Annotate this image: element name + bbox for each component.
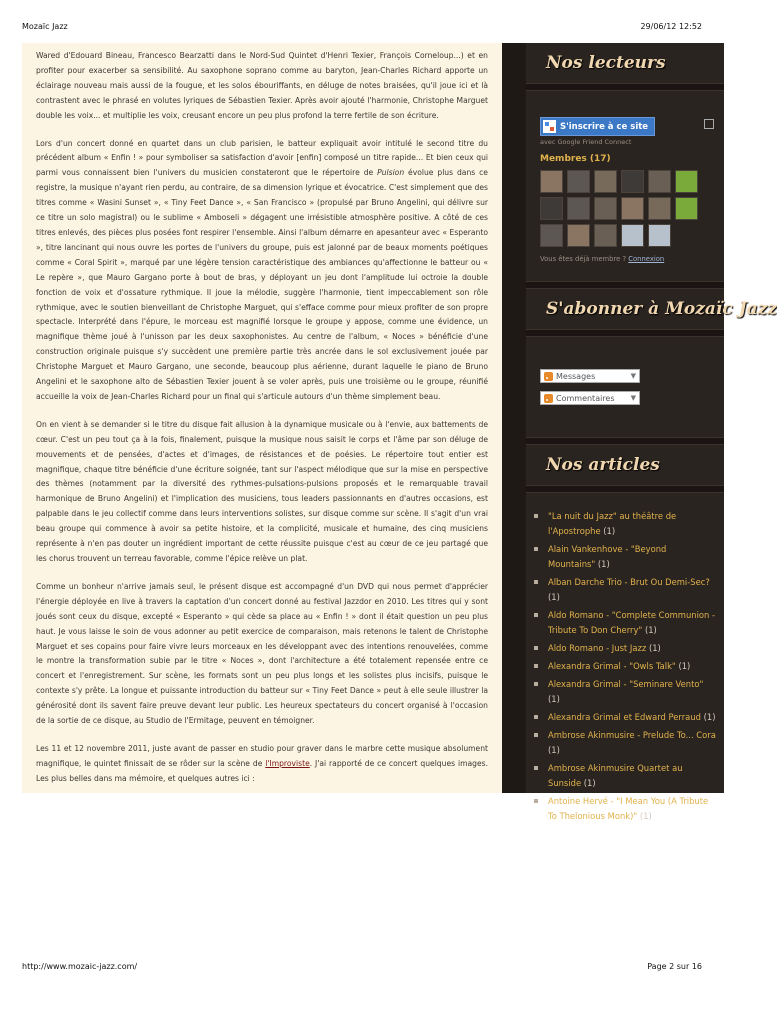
avatar[interactable]	[567, 224, 590, 247]
article-list-item	[534, 677, 716, 707]
bullet-icon	[534, 715, 538, 719]
article-list-item	[534, 641, 716, 656]
divider	[526, 329, 724, 337]
google-friend-connect-icon	[543, 120, 556, 133]
readers-title: Nos lecteurs	[546, 53, 666, 73]
bullet-icon	[534, 799, 538, 803]
avatar[interactable]	[648, 197, 671, 220]
article-count: (1)	[639, 811, 652, 821]
articles-list	[526, 509, 724, 824]
join-site-button[interactable]: S'inscrire à ce site	[540, 117, 655, 136]
avatar[interactable]	[594, 197, 617, 220]
article-count: (1)	[548, 694, 560, 704]
article-count: (1)	[644, 625, 657, 635]
article-link[interactable]: Alexandra Grimal - "Seminare Vento"	[548, 679, 704, 689]
article-link[interactable]: Aldo Romano - "Complete Communion - Tribute To Don Cherry"	[548, 610, 716, 635]
article-link[interactable]: Antoine Hervé - "I Mean You (A Tribute To Thelonious Monk)"	[548, 796, 709, 821]
article-link[interactable]: Alexandra Grimal - "Owls Talk"	[548, 661, 676, 671]
article-count: (1)	[678, 661, 691, 671]
members-title: Membres (17)	[540, 154, 611, 164]
article-list-item	[534, 659, 716, 674]
avatar[interactable]	[567, 170, 590, 193]
subscribe-messages-dropdown[interactable]: Messages ▼	[540, 369, 640, 383]
article-link[interactable]: Alain Vankenhove - "Beyond Mountains"	[548, 544, 667, 569]
avatar[interactable]	[567, 197, 590, 220]
article-count: (1)	[548, 592, 560, 602]
bullet-icon	[534, 547, 538, 551]
members-grid	[540, 170, 714, 247]
article-list-item	[534, 728, 716, 758]
article-count: (1)	[548, 745, 560, 755]
subscribe-title: S'abonner à Mozaïc Jazz	[546, 299, 777, 319]
avatar[interactable]	[621, 197, 644, 220]
gfc-subtitle: avec Google Friend Connect	[540, 138, 632, 146]
article-count: (1)	[648, 643, 661, 653]
articles-title: Nos articles	[546, 455, 660, 475]
article-list-item	[534, 794, 716, 824]
divider	[526, 437, 724, 445]
article-count: (1)	[583, 778, 596, 788]
avatar[interactable]	[540, 170, 563, 193]
article-link[interactable]: Alban Darche Trio - Brut Ou Demi-Sec?	[548, 577, 710, 587]
paragraph: Comme un bonheur n'arrive jamais seul, le présent disque est accompagné d'un DVD qui nous permet d'apprécier l'énergie déployée en live à travers la captation d'un concert donné au festival Jazzdor en 2010. Les titres qui y sont joués sont ceux du disque, excepté « Esperanto » qui cède sa place au « Enfin ! » dont il était question un peu plus haut. Je vous laisse le soin de vous adonner au petit exercice de comparaison, mais retenons le talent de Christophe Marguet et ses copains pour faire vivre leurs morceaux en les développant avec des intentions renouvelées, comme le montre la transformation subie par le titre « Noces », dont l'architecture a été totalement repensée entre ce concert et l'enregistrement. Sur scène, les formats sont un peu plus longs et les solistes plus incisifs, puisque le contexte s'y prête. La longue et puissante introduction du batteur sur « Tiny Feet Dance » peut à elle seule illustrer la générosité dont ils savent faire preuve devant leur public. Les heureux spectateurs du concert organisé à l'occasion de la sortie de ce disque, au Studio de l'Ermitage, peuvent en témoigner.	[36, 581, 488, 726]
avatar[interactable]	[648, 170, 671, 193]
avatar[interactable]	[540, 197, 563, 220]
bullet-icon	[534, 613, 538, 617]
bullet-icon	[534, 682, 538, 686]
article-count: (1)	[597, 559, 610, 569]
bullet-icon	[534, 664, 538, 668]
paragraph: Les 11 et 12 novembre 2011, juste avant de passer en studio pour graver dans le marbre cette musique absolument magnifique, le quintet finissait de se rôder sur la scène de l'Improviste. J'ai rapporté de ce concert quelques images. Les plus belles dans ma mémoire, et quelques autres ici :	[36, 743, 488, 783]
articles-widget	[526, 493, 724, 824]
article-list-item	[534, 542, 716, 572]
paragraph: On en vient à se demander si le titre du disque fait allusion à la dynamique musicale ou à l'envie, aux battements de cœur. C'est un peu tout ça à la fois, finalement, puisque la musique nous saisit le corps et l'âme par son déluge de mouvements et de pensées, d'actes et d'images, de résistances et de poésies. Le répertoire tout entier est magnifique, chaque titre bénéficie d'une écriture soignée, tant sur l'aspect mélodique que sur la mise en perspective des thèmes (notamment par la diversité des rythmes-pulsations-pulsions proposés et le remarquable travail harmonique de Bruno Angelini) et l'implication des musiciens, tous leaders passionnants en d'autres occasions, est palpable dans le jeu collectif comme dans leurs interventions solistes, sur disque comme sur scène. Il s'agit d'un vrai beau groupe qui commence à avoir sa petite histoire, et la complicité, musicale et humaine, des cinq musiciens représente à n'en pas douter un ingrédient important de cette réussite puisque c'est au cœur de ce jeu partagé que les chorus trouvent un terreau favorable, comme l'épice relève un plat.	[36, 419, 488, 563]
readers-widget	[526, 91, 724, 281]
bullet-icon	[534, 733, 538, 737]
article-list-item	[534, 761, 716, 791]
divider	[526, 485, 724, 493]
chevron-down-icon: ▼	[630, 372, 636, 380]
article-body	[22, 43, 502, 793]
subscribe-comments-dropdown[interactable]: Commentaires ▼	[540, 391, 640, 405]
avatar[interactable]	[675, 197, 698, 220]
article-count: (1)	[703, 712, 716, 722]
site-name: Mozaïc Jazz	[22, 22, 68, 31]
print-header	[22, 22, 702, 31]
article-link[interactable]: "La nuit du Jazz" au théâtre de l'Apostrophe	[548, 511, 677, 536]
rss-icon	[544, 394, 553, 403]
bullet-icon	[534, 766, 538, 770]
bullet-icon	[534, 646, 538, 650]
improviste-link[interactable]: l'Improviste	[265, 758, 310, 768]
divider	[526, 281, 724, 289]
avatar[interactable]	[594, 224, 617, 247]
avatar[interactable]	[648, 224, 671, 247]
paragraph: Wared d'Edouard Bineau, Francesco Bearzatti dans le Nord-Sud Quintet d'Henri Texier, François Corneloup...) et en profiter pour exacerber sa sensibilité. Au saxophone soprano comme au baryton, Jean-Charles Richard apporte un éclairage nouveau mais aussi de la fougue, et les solos ébouriffants, en déluge de notes braisées, qu'il joue ici et là contrastent avec le phrasé en volutes lyriques de Sébastien Texier. Après avoir ajouté l'harmonie, Christophe Marguet double les voix... et multiplie les voix, creusant encore un peu plus profond la terre fertile de son écriture.	[36, 51, 488, 120]
bullet-icon	[534, 514, 538, 518]
page-number: Page 2 sur 16	[647, 962, 702, 971]
avatar[interactable]	[621, 224, 644, 247]
avatar[interactable]	[675, 170, 698, 193]
article-count: (1)	[603, 526, 616, 536]
member-prompt: Vous êtes déjà membre ? Connexion	[540, 255, 665, 263]
avatar[interactable]	[540, 224, 563, 247]
album-title: Pulsion	[377, 168, 405, 178]
article-list-item	[534, 575, 716, 605]
print-footer	[22, 962, 702, 971]
article-link[interactable]: Ambrose Akinmusire Quartet au Sunside	[548, 763, 683, 788]
article-link[interactable]: Ambrose Akinmusire - Prelude To... Cora	[548, 730, 716, 740]
bullet-icon	[534, 580, 538, 584]
article-link[interactable]: Aldo Romano - Just Jazz	[548, 643, 647, 653]
paragraph: Lors d'un concert donné en quartet dans un club parisien, le batteur expliquait avoir intitulé le second titre du précédent album « Enfin ! » pour symboliser sa satisfaction d'avoir [enfin] composé un titre rapide... Et bien ceux qui parmi vous connaissent bien l'univers du musicien constateront que le répertoire de Pulsion évolue plus dans ce registre, la musique n'ayant rien perdu, au contraire, de sa dimension lyrique et évocatrice. C'est simplement que des titres comme « Wasini Sunset », « Tiny Feet Dance », « San Francisco » (propulsé par Bruno Angelini, qui délivre sur ce titre un solo magistral) ou le sublime « Amboseli » dégagent une irrésistible atmosphère positive. A côté de ces titres enlevés, des pièces plus posées font respirer l'ensemble. Ainsi l'album démarre en apesanteur avec « Esperanto », titre lancinant qui nous ouvre les portes de l'univers du groupe, puis est jalonné par de beaux moments poétiques comme « Coral Spirit », marqué par une légère tension caractéristique des ambiances qu'affectionne le batteur ou « Le repère », que Mauro Gargano porte à bout de bras, y déployant un jeu dont l'amplitude lui octroie la double fonction de voix et d'ossature rythmique. Il joue la mélodie, suggère l'harmonie, tient impeccablement son rôle rythmique, avec le soutien bienveillant de Christophe Marguet, qui s'efface comme pour mieux profiter de son propre spectacle. Interprété dans l'épure, le morceau est magnifié lorsque le groupe y appose, comme une évidence, un magnifique thème joué à l'unisson par les deux saxophonistes. Au centre de l'album, « Noces » bénéficie d'une construction originale puisque s'y succèdent une première partie très ancrée dans le sol exclusivement jouée par Christophe Marguet et Mauro Gargano, une seconde, beaucoup plus aérienne, durant laquelle le piano de Bruno Angelini et le saxophone alto de Sébastien Texier jouent à se voler après, puis une troisième ou le groupe, réunifié accueille la voix de Jean-Charles Richard pour un final qui s'articule autours d'un thème simplement beau.	[36, 138, 488, 401]
subscribe-widget	[526, 337, 724, 437]
article-list-item	[534, 509, 716, 539]
sidebar	[502, 43, 777, 821]
settings-icon[interactable]	[704, 119, 714, 129]
chevron-down-icon: ▼	[630, 394, 636, 402]
article-list-item	[534, 608, 716, 638]
connexion-link[interactable]: Connexion	[628, 255, 665, 263]
avatar[interactable]	[621, 170, 644, 193]
page-url: http://www.mozaic-jazz.com/	[22, 962, 138, 971]
article-list-item	[534, 710, 716, 725]
rss-icon	[544, 372, 553, 381]
avatar[interactable]	[594, 170, 617, 193]
divider	[526, 83, 724, 91]
article-link[interactable]: Alexandra Grimal et Edward Perraud	[548, 712, 701, 722]
print-datetime: 29/06/12 12:52	[640, 22, 702, 31]
